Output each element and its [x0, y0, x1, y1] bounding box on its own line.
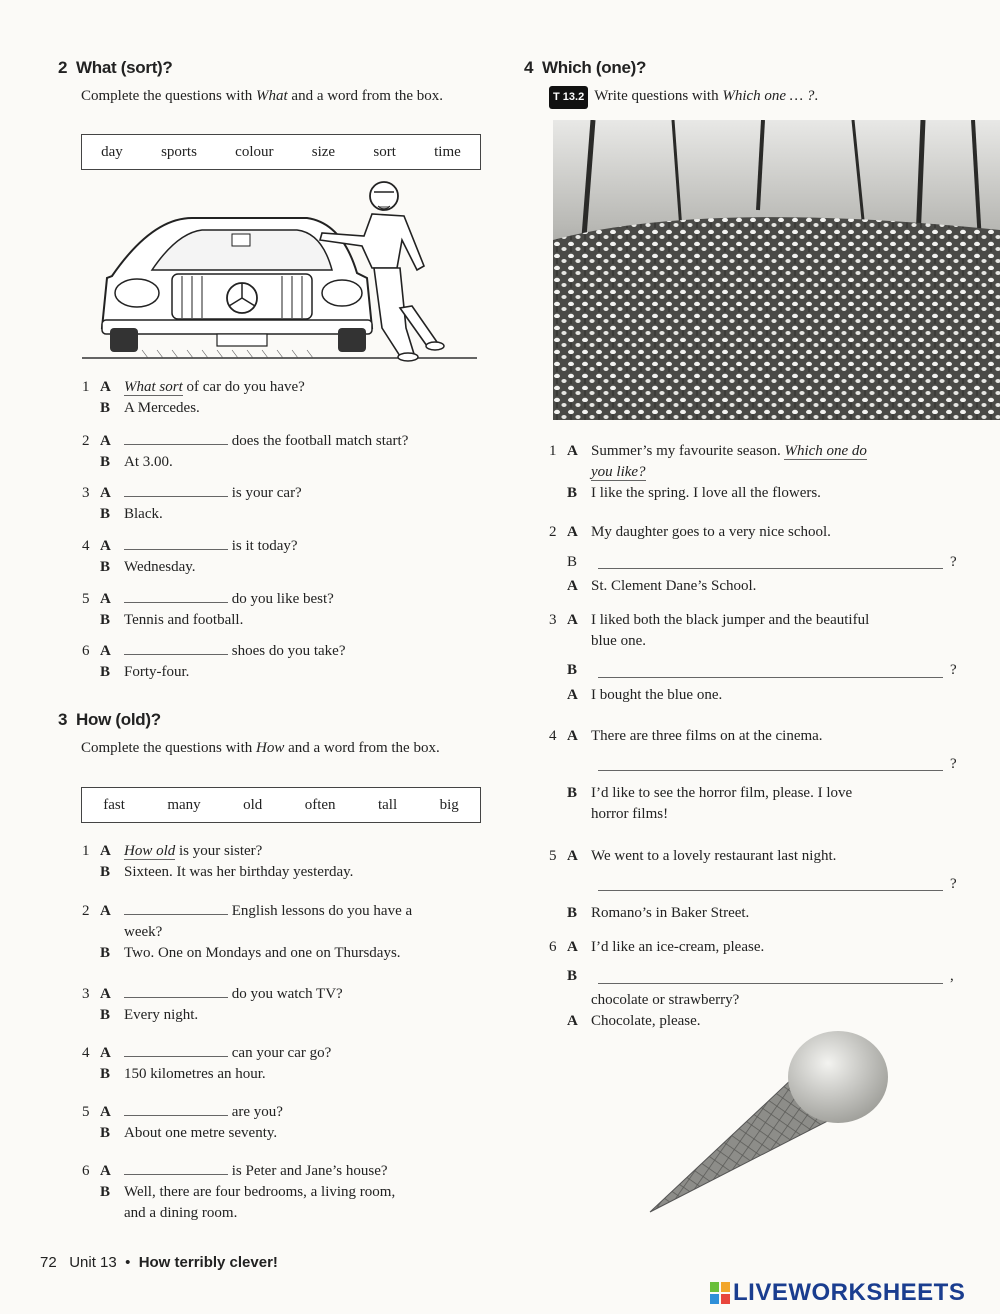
- box-word: size: [311, 143, 336, 160]
- speaker-a: A: [100, 379, 111, 395]
- item-number: 5: [82, 591, 90, 607]
- ex3-instructions: [81, 738, 476, 759]
- question-text: can your car go?: [228, 1045, 332, 1061]
- speaker-a: A: [567, 443, 578, 459]
- answer-text: A Mercedes.: [124, 400, 200, 416]
- answer-text: Chocolate, please.: [591, 1013, 701, 1029]
- speaker-b: B: [100, 864, 111, 880]
- item-number: 4: [549, 728, 557, 744]
- ex4-item-6: [549, 937, 949, 958]
- answer-text: Romano’s in Baker Street.: [591, 905, 750, 921]
- ex2-heading: [58, 58, 173, 78]
- speaker-a: A: [100, 433, 111, 449]
- box-word: day: [101, 143, 123, 160]
- item-number: 1: [82, 379, 90, 395]
- question-text-cont: week?: [124, 924, 163, 940]
- ex2-instr-word: What: [255, 88, 288, 104]
- ex2-item: [82, 377, 482, 419]
- answer-text: About one metre seventy.: [124, 1125, 278, 1141]
- liveworksheets-icon: [710, 1282, 730, 1304]
- ex2-item: [82, 482, 482, 525]
- ex4-item-3-reply: [549, 685, 949, 706]
- box-word: sports: [161, 143, 197, 160]
- speaker-b: B: [100, 1066, 111, 1082]
- ex3-item: [82, 1042, 482, 1085]
- speaker-b: B: [567, 485, 578, 501]
- ex3-word-box: [81, 787, 481, 823]
- speaker-b: B: [100, 664, 111, 680]
- speaker-b: B: [100, 1184, 111, 1200]
- speaker-a: A: [567, 848, 578, 864]
- answer-line[interactable]: [598, 983, 943, 984]
- speaker-a: A: [567, 687, 578, 703]
- speaker-b: B: [567, 554, 578, 570]
- answer-text: Two. One on Mondays and one on Thursdays.: [124, 945, 401, 961]
- comma-mark: ,: [950, 968, 954, 984]
- item-number: 4: [82, 1045, 90, 1061]
- question-text: is it today?: [228, 538, 298, 554]
- item-number: 3: [82, 986, 90, 1002]
- ex3-item: [82, 1160, 482, 1224]
- example-answer: Which one do: [784, 443, 867, 459]
- statement-text: Summer’s my favourite season.: [591, 443, 781, 459]
- ex2-item: [82, 535, 482, 578]
- item-number: 6: [549, 939, 557, 955]
- question-text-cont: chocolate or strawberry?: [591, 992, 740, 1008]
- ex2-number: 2: [58, 58, 68, 77]
- answer-blank[interactable]: [124, 535, 228, 550]
- speaker-b: B: [100, 400, 111, 416]
- car-man-illustration: [82, 178, 482, 370]
- speaker-b: B: [567, 662, 578, 678]
- question-mark: ?: [950, 756, 957, 772]
- box-word: big: [439, 796, 459, 813]
- ex2-instr-pre: Complete the questions with: [81, 88, 256, 104]
- speaker-b: B: [567, 968, 578, 984]
- ex4-instr-pre: Write questions with: [594, 88, 723, 104]
- answer-text-cont: and a dining room.: [124, 1205, 238, 1221]
- answer-blank[interactable]: [124, 430, 228, 445]
- box-word: fast: [103, 796, 125, 813]
- answer-text: I like the spring. I love all the flowers.: [591, 485, 821, 501]
- example-answer-cont: you like?: [591, 464, 646, 480]
- ex4-heading: [524, 58, 646, 78]
- speaker-b: B: [100, 1007, 111, 1023]
- answer-text: St. Clement Dane’s School.: [591, 578, 757, 594]
- speaker-b: B: [567, 905, 578, 921]
- item-number: 1: [549, 443, 557, 459]
- answer-blank[interactable]: [124, 1101, 228, 1116]
- snowdrops-photo: [553, 120, 1000, 420]
- ex4-item-4-reply: [549, 783, 949, 825]
- question-text: is your car?: [228, 485, 302, 501]
- ex3-item: [82, 983, 482, 1026]
- answer-line[interactable]: [598, 890, 943, 891]
- speaker-b: B: [100, 612, 111, 628]
- ex3-item: [82, 841, 482, 883]
- page-number: 72: [40, 1254, 57, 1271]
- statement-text: My daughter goes to a very nice school.: [591, 524, 831, 540]
- speaker-a: A: [100, 538, 111, 554]
- ex2-instructions: [81, 86, 476, 107]
- ex2-word-box: [81, 134, 481, 170]
- item-number: 5: [82, 1104, 90, 1120]
- example-answer: What sort: [124, 379, 183, 395]
- item-number: 2: [82, 433, 90, 449]
- ex2-title: What (sort)?: [76, 58, 173, 77]
- answer-text: At 3.00.: [124, 454, 173, 470]
- statement-text: We went to a lovely restaurant last night.: [591, 848, 837, 864]
- item-number: 6: [82, 1163, 90, 1179]
- question-text: do you watch TV?: [228, 986, 343, 1002]
- ex4-title: Which (one)?: [542, 58, 647, 77]
- ex3-instr-word: How: [255, 740, 285, 756]
- answer-line[interactable]: [598, 770, 943, 771]
- answer-text: Forty-four.: [124, 664, 190, 680]
- answer-blank[interactable]: [124, 1160, 228, 1175]
- answer-text: Well, there are four bedrooms, a living room,: [124, 1184, 396, 1200]
- speaker-a: A: [567, 524, 578, 540]
- question-mark: ?: [950, 876, 957, 892]
- answer-blank[interactable]: [124, 482, 228, 497]
- speaker-a: A: [100, 1045, 111, 1061]
- question-text: English lessons do you have a: [228, 903, 413, 919]
- unit-label: Unit 13: [69, 1254, 117, 1271]
- item-number: 1: [82, 843, 90, 859]
- ex4-instr-post: .: [814, 88, 819, 104]
- liveworksheets-text: LIVEWORKSHEETS: [733, 1279, 966, 1306]
- ex4-item-4: [549, 726, 949, 747]
- audio-track-badge[interactable]: T 13.2: [549, 86, 588, 109]
- item-number: 5: [549, 848, 557, 864]
- ex2-item: [82, 430, 482, 473]
- speaker-b: B: [567, 785, 578, 801]
- answer-text: Black.: [124, 506, 163, 522]
- item-number: 2: [549, 524, 557, 540]
- box-word: old: [243, 796, 263, 813]
- speaker-a: A: [567, 939, 578, 955]
- ex4-item-3: [549, 610, 949, 652]
- speaker-b: B: [100, 506, 111, 522]
- speaker-a: A: [100, 903, 111, 919]
- speaker-a: A: [100, 591, 111, 607]
- speaker-a: A: [100, 485, 111, 501]
- ex2-item: [82, 588, 482, 631]
- answer-blank[interactable]: [124, 588, 228, 603]
- question-text: does the football match start?: [228, 433, 409, 449]
- question-text: do you like best?: [228, 591, 334, 607]
- page-footer: [40, 1254, 278, 1271]
- ex3-item: [82, 1101, 482, 1144]
- answer-blank[interactable]: [124, 900, 228, 915]
- ex4-item-2: [549, 522, 949, 543]
- question-text: is your sister?: [175, 843, 263, 859]
- box-word: sort: [373, 143, 396, 160]
- ex4-number: 4: [524, 58, 534, 77]
- answer-text: 150 kilometres an hour.: [124, 1066, 266, 1082]
- speaker-a: A: [567, 578, 578, 594]
- speaker-a: A: [567, 612, 578, 628]
- answer-line[interactable]: [598, 677, 943, 678]
- question-text: shoes do you take?: [228, 643, 346, 659]
- answer-text: Every night.: [124, 1007, 199, 1023]
- item-number: 2: [82, 903, 90, 919]
- ex2-instr-post: and a word from the box.: [287, 88, 444, 104]
- ex4-item-2-reply: [549, 576, 949, 597]
- box-word: many: [167, 796, 201, 813]
- speaker-b: B: [100, 559, 111, 575]
- question-text: is Peter and Jane’s house?: [228, 1163, 388, 1179]
- box-word: colour: [235, 143, 274, 160]
- ex4-instructions: [549, 86, 979, 109]
- ex4-item-5: [549, 846, 949, 867]
- item-number: 4: [82, 538, 90, 554]
- answer-blank[interactable]: [124, 640, 228, 655]
- answer-line[interactable]: [598, 568, 943, 569]
- speaker-a: A: [100, 643, 111, 659]
- answer-text-cont: horror films!: [591, 806, 669, 822]
- ex3-item: [82, 900, 482, 964]
- statement-text-cont: blue one.: [591, 633, 646, 649]
- item-number: 3: [82, 485, 90, 501]
- speaker-a: A: [100, 843, 111, 859]
- ex4-item-5-reply: [549, 903, 949, 924]
- statement-text: I liked both the black jumper and the beautiful: [591, 612, 870, 628]
- speaker-b: B: [100, 1125, 111, 1141]
- answer-text: I bought the blue one.: [591, 687, 723, 703]
- box-word: time: [434, 143, 461, 160]
- box-word: often: [304, 796, 336, 813]
- ex3-title: How (old)?: [76, 710, 161, 729]
- item-number: 3: [549, 612, 557, 628]
- example-answer: How old: [124, 843, 176, 859]
- statement-text: There are three films on at the cinema.: [591, 728, 823, 744]
- footer-separator: •: [125, 1254, 131, 1271]
- speaker-a: A: [567, 1013, 578, 1029]
- ice-cream-photo: [640, 1022, 900, 1222]
- answer-text: Wednesday.: [124, 559, 196, 575]
- speaker-a: A: [567, 728, 578, 744]
- ex3-heading: [58, 710, 161, 730]
- answer-text: Sixteen. It was her birthday yesterday.: [124, 864, 354, 880]
- answer-blank[interactable]: [124, 1042, 228, 1057]
- question-mark: ?: [950, 554, 957, 570]
- unit-title: How terribly clever!: [138, 1254, 278, 1271]
- speaker-b: B: [100, 454, 111, 470]
- question-text: are you?: [228, 1104, 283, 1120]
- question-mark: ?: [950, 662, 957, 678]
- ex3-instr-pre: Complete the questions with: [81, 740, 256, 756]
- speaker-b: B: [100, 945, 111, 961]
- speaker-a: A: [100, 1104, 111, 1120]
- ex4-item-1: [549, 441, 949, 504]
- ex4-instr-word: Which one … ?: [722, 88, 815, 104]
- question-text: of car do you have?: [182, 379, 305, 395]
- ex3-instr-post: and a word from the box.: [284, 740, 440, 756]
- speaker-a: A: [100, 986, 111, 1002]
- answer-text: I’d like to see the horror film, please. I love: [591, 785, 853, 801]
- ex2-item: [82, 640, 482, 683]
- item-number: 6: [82, 643, 90, 659]
- answer-blank[interactable]: [124, 983, 228, 998]
- liveworksheets-logo[interactable]: [710, 1279, 965, 1307]
- answer-text: Tennis and football.: [124, 612, 244, 628]
- speaker-a: A: [100, 1163, 111, 1179]
- box-word: tall: [377, 796, 398, 813]
- ex3-number: 3: [58, 710, 68, 729]
- statement-text: I’d like an ice-cream, please.: [591, 939, 765, 955]
